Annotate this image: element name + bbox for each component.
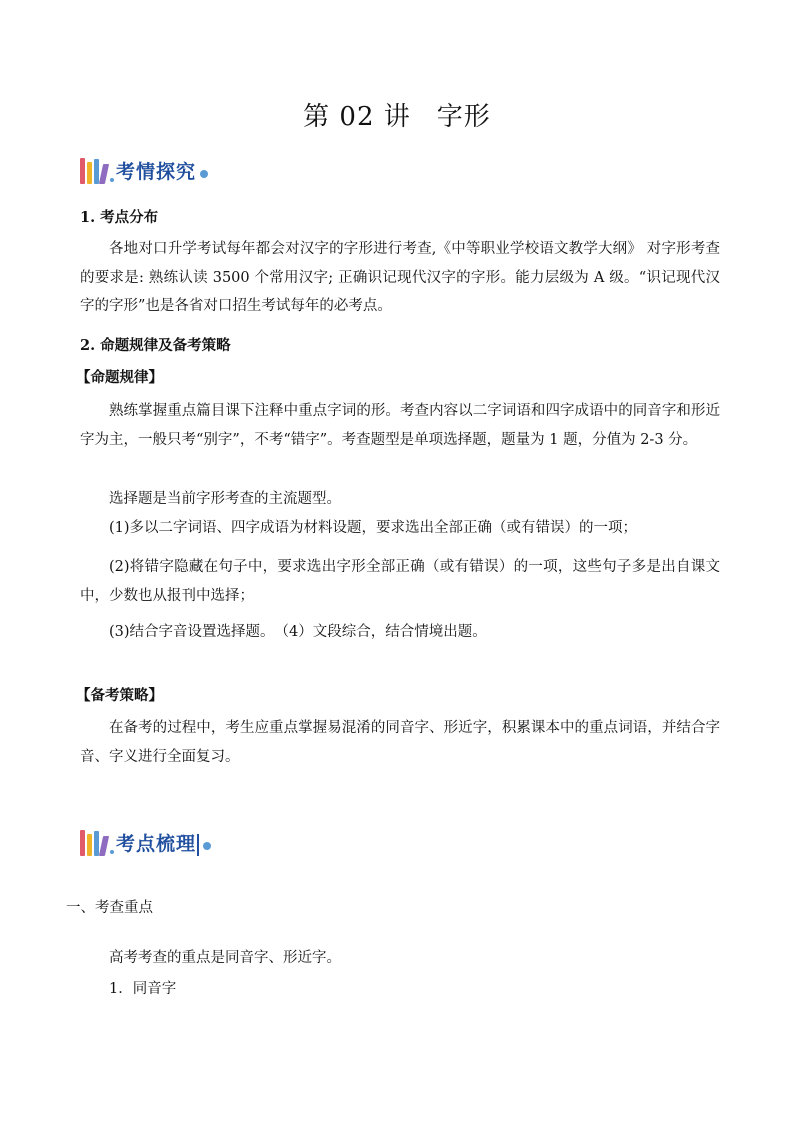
list-item-3: (3)结合字音设置选择题。 （4）文段综合，结合情境出题。 [109,624,487,640]
list-item-1: (1)多以二字词语、四字成语为材料设题，要求选出全部正确（或有错误）的一项； [109,520,638,536]
banner-title: 考点梳理 [116,833,197,855]
section-banner-key-points [80,828,211,856]
paragraph-rules: 熟练掌握重点篇目课下注释中重点字词的形。考查内容以二字词语和四字成语中的同音字和形近字为主，一般只考“别字”，不考“错字”。考查题型是单项选择题，题量为 1 题，分值为 2-3 分。 [80,403,720,448]
books-icon [80,828,109,856]
title-lecture: 第 02 讲 [303,102,411,132]
paragraph-focus: 高考考查的重点是同音字、形近字。 [109,950,341,966]
paragraph-choice: 选择题是当前字形考查的主流题型。 [109,491,341,507]
text-cursor [197,834,199,856]
section-heading-rules: 2. 命题规律及备考策略 [80,337,231,354]
page-title [0,96,794,133]
part-heading: 一、考查重点 [66,900,153,916]
books-icon [80,156,109,184]
banner-title: 考情探究 [116,161,197,183]
subheading-rules: 【命题规律】 [76,369,163,386]
paragraph-strategy: 在备考的过程中，考生应重点掌握易混淆的同音字、形近字，积累课本中的重点词语，并结合字音、字义进行全面复习。 [80,720,720,765]
list-item-2: (2)将错字隐藏在句子中，要求选出字形全部正确（或有错误）的一项，这些句子多是出自课文中，少数也从报刊中选择； [80,559,720,604]
banner-dot [200,170,208,178]
list-item-homophone: 1．同音字 [109,981,177,997]
subheading-strategy: 【备考策略】 [76,687,163,704]
section-heading-distribution: 1. 考点分布 [80,209,159,226]
banner-dot [203,842,211,850]
paragraph-distribution: 各地对口升学考试每年都会对汉字的字形进行考查,《中等职业学校语文教学大纲》 对字形考查的要求是: 熟练认读 3500 个常用汉字; 正确识记现代汉字的字形。能力层级为 A 级。“识记现代汉字的字形”也是各省对口招生考试每年的必考点。 [80,241,720,314]
title-topic: 字形 [436,102,491,132]
section-banner-exam-analysis [80,156,208,184]
